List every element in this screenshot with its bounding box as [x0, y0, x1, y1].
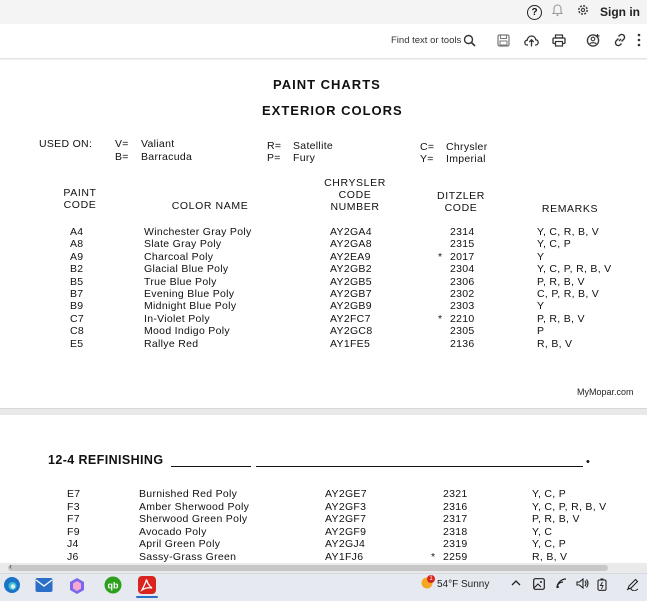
legend-key: R= [267, 140, 282, 152]
row-color-name: Sherwood Green Poly [139, 513, 248, 525]
row-ditzler-code: 2321 [443, 488, 468, 500]
row-paint-code: C8 [70, 325, 85, 337]
row-remarks: Y, C, P, R, B, V [532, 501, 607, 513]
legend-key: B= [115, 151, 129, 163]
row-paint-code: E7 [67, 488, 81, 500]
row-chrysler-code: AY2GC8 [330, 325, 373, 337]
section-rule [563, 466, 583, 467]
row-paint-code: A8 [70, 238, 84, 250]
row-remarks: Y, C, P [532, 488, 567, 500]
row-ditzler-code: 2305 [450, 325, 475, 337]
row-color-name: Rallye Red [144, 338, 199, 350]
row-ditzler-code: 2303 [450, 300, 475, 312]
wifi-icon[interactable] [556, 578, 568, 592]
row-remarks: Y, C, R, B, V [537, 226, 600, 238]
row-ditzler-code: 2136 [450, 338, 475, 350]
top-bar [0, 0, 647, 24]
row-color-name: Avocado Poly [139, 526, 207, 538]
row-chrysler-code: AY2GB9 [330, 300, 372, 312]
notifications-bell-icon[interactable] [552, 4, 563, 18]
row-chrysler-code: AY1FE5 [330, 338, 371, 350]
row-ditzler-code: 2302 [450, 288, 475, 300]
legend-key: V= [115, 138, 129, 150]
used-on-label: USED ON: [39, 138, 93, 150]
row-chrysler-code: AY2GF3 [325, 501, 367, 513]
legend-key: P= [267, 152, 281, 164]
taskbar [0, 573, 647, 601]
row-remarks: Y, C, P [532, 538, 567, 550]
row-color-name: True Blue Poly [144, 276, 217, 288]
mail-icon[interactable] [35, 577, 53, 595]
row-ditzler-code: 2314 [450, 226, 475, 238]
row-remarks: Y, C [532, 526, 553, 538]
svg-text:qb: qb [107, 580, 119, 591]
row-color-name: Slate Gray Poly [144, 238, 222, 250]
row-remarks: P, R, B, V [537, 313, 585, 325]
row-remarks: P, R, B, V [532, 513, 580, 525]
row-chrysler-code: AY2GF9 [325, 526, 367, 538]
row-remarks: Y, C, P, R, B, V [537, 263, 612, 275]
header-remarks: REMARKS [541, 203, 599, 215]
share-user-icon[interactable] [585, 32, 601, 48]
row-remarks: Y [537, 251, 545, 263]
legend-name: Imperial [446, 153, 486, 165]
bullet-mark: • [586, 456, 591, 468]
legend-name: Satellite [293, 140, 334, 152]
legend-name: Barracuda [141, 151, 193, 163]
row-paint-code: C7 [70, 313, 85, 325]
row-paint-code: F7 [67, 513, 80, 525]
row-paint-code: B7 [70, 288, 84, 300]
print-icon[interactable] [551, 32, 567, 48]
find-text-input[interactable]: Find text or tools [391, 35, 462, 46]
chevron-up-icon[interactable] [511, 578, 521, 590]
legend-key: Y= [420, 153, 434, 165]
row-color-name: Sassy-Grass Green [139, 551, 237, 563]
legend-name: Valiant [141, 138, 175, 150]
watermark-text: MyMopar.com [577, 387, 634, 397]
row-chrysler-code: AY2GB5 [330, 276, 372, 288]
acrobat-icon[interactable] [138, 576, 156, 594]
weather-badge: 1 [427, 575, 435, 583]
active-app-indicator [136, 596, 158, 598]
edge-browser-icon[interactable] [3, 576, 21, 594]
row-chrysler-code: AY2GF7 [325, 513, 367, 525]
row-paint-code: J6 [67, 551, 79, 563]
row-color-name: Winchester Gray Poly [144, 226, 252, 238]
row-color-name: Charcoal Poly [144, 251, 214, 263]
row-remarks: Y [537, 300, 545, 312]
row-paint-code: B5 [70, 276, 84, 288]
row-chrysler-code: AY2GB7 [330, 288, 372, 300]
row-paint-code: E5 [70, 338, 84, 350]
row-remarks: Y, C, P [537, 238, 572, 250]
row-paint-code: F9 [67, 526, 80, 538]
row-ditzler-code: 2306 [450, 276, 475, 288]
row-star-note: * [438, 251, 443, 263]
row-ditzler-code: 2304 [450, 263, 475, 275]
photo-icon[interactable] [533, 578, 545, 593]
volume-icon[interactable] [576, 578, 590, 592]
row-ditzler-code: 2316 [443, 501, 468, 513]
row-remarks: P [537, 325, 545, 337]
row-remarks: R, B, V [532, 551, 568, 563]
row-paint-code: J4 [67, 538, 79, 550]
row-remarks: P, R, B, V [537, 276, 585, 288]
row-chrysler-code: AY2GE7 [325, 488, 367, 500]
row-paint-code: A4 [70, 226, 84, 238]
row-paint-code: B9 [70, 300, 84, 312]
row-color-name: Midnight Blue Poly [144, 300, 237, 312]
row-chrysler-code: AY2GA8 [330, 238, 372, 250]
row-star-note: * [431, 551, 436, 563]
legend-name: Fury [293, 152, 316, 164]
more-options-icon[interactable] [634, 32, 644, 48]
row-remarks: C, P, R, B, V [537, 288, 600, 300]
battery-icon[interactable] [597, 578, 607, 594]
row-paint-code: F3 [67, 501, 80, 513]
copilot-icon[interactable] [68, 577, 86, 595]
help-icon[interactable]: ? [527, 5, 542, 20]
search-icon[interactable] [461, 32, 477, 48]
row-paint-code: B2 [70, 263, 84, 275]
row-chrysler-code: AY2GB2 [330, 263, 372, 275]
row-ditzler-code: 2315 [450, 238, 475, 250]
section-title: 12-4 REFINISHING [48, 453, 164, 467]
row-color-name: Evening Blue Poly [144, 288, 235, 300]
section-rule [256, 466, 564, 467]
save-icon[interactable] [495, 32, 511, 48]
row-ditzler-code: 2259 [443, 551, 468, 563]
row-ditzler-code: 2210 [450, 313, 475, 325]
row-color-name: Glacial Blue Poly [144, 263, 229, 275]
row-chrysler-code: AY2GJ4 [325, 538, 366, 550]
row-color-name: Burnished Red Poly [139, 488, 238, 500]
legend-key: C= [420, 141, 435, 153]
page-title: PAINT CHARTS [273, 77, 381, 92]
section-rule [171, 466, 251, 467]
row-chrysler-code: AY2FC7 [330, 313, 371, 325]
pen-icon[interactable] [626, 578, 639, 594]
header-ditzler-code: DITZLER CODE [437, 190, 485, 214]
header-color-name: COLOR NAME [171, 200, 249, 212]
row-star-note: * [438, 313, 443, 325]
upload-cloud-icon[interactable] [523, 32, 539, 48]
header-paint-code: PAINT CODE [63, 187, 97, 211]
row-chrysler-code: AY2GA4 [330, 226, 372, 238]
row-remarks: R, B, V [537, 338, 573, 350]
page-subtitle: EXTERIOR COLORS [262, 103, 403, 118]
link-icon[interactable] [612, 32, 628, 48]
header-chrysler-code: CHRYSLER CODE NUMBER [324, 177, 386, 213]
row-color-name: Amber Sherwood Poly [139, 501, 250, 513]
row-chrysler-code: AY1FJ6 [325, 551, 364, 563]
scroll-left-arrow-icon[interactable]: ‹ [9, 561, 12, 571]
row-ditzler-code: 2319 [443, 538, 468, 550]
pdf-toolbar [0, 24, 647, 59]
row-ditzler-code: 2017 [450, 251, 475, 263]
row-color-name: In-Violet Poly [144, 313, 210, 325]
sign-in-link[interactable]: Sign in [600, 5, 640, 19]
row-chrysler-code: AY2EA9 [330, 251, 371, 263]
row-color-name: Mood Indigo Poly [144, 325, 230, 337]
row-ditzler-code: 2318 [443, 526, 468, 538]
row-paint-code: A9 [70, 251, 84, 263]
quickbooks-icon[interactable] [104, 576, 122, 594]
weather-text[interactable]: 54°F Sunny [437, 579, 490, 590]
row-ditzler-code: 2317 [443, 513, 468, 525]
legend-name: Chrysler [446, 141, 488, 153]
settings-gear-icon[interactable] [576, 3, 590, 21]
row-color-name: April Green Poly [139, 538, 221, 550]
scrollbar-thumb[interactable] [8, 565, 608, 571]
